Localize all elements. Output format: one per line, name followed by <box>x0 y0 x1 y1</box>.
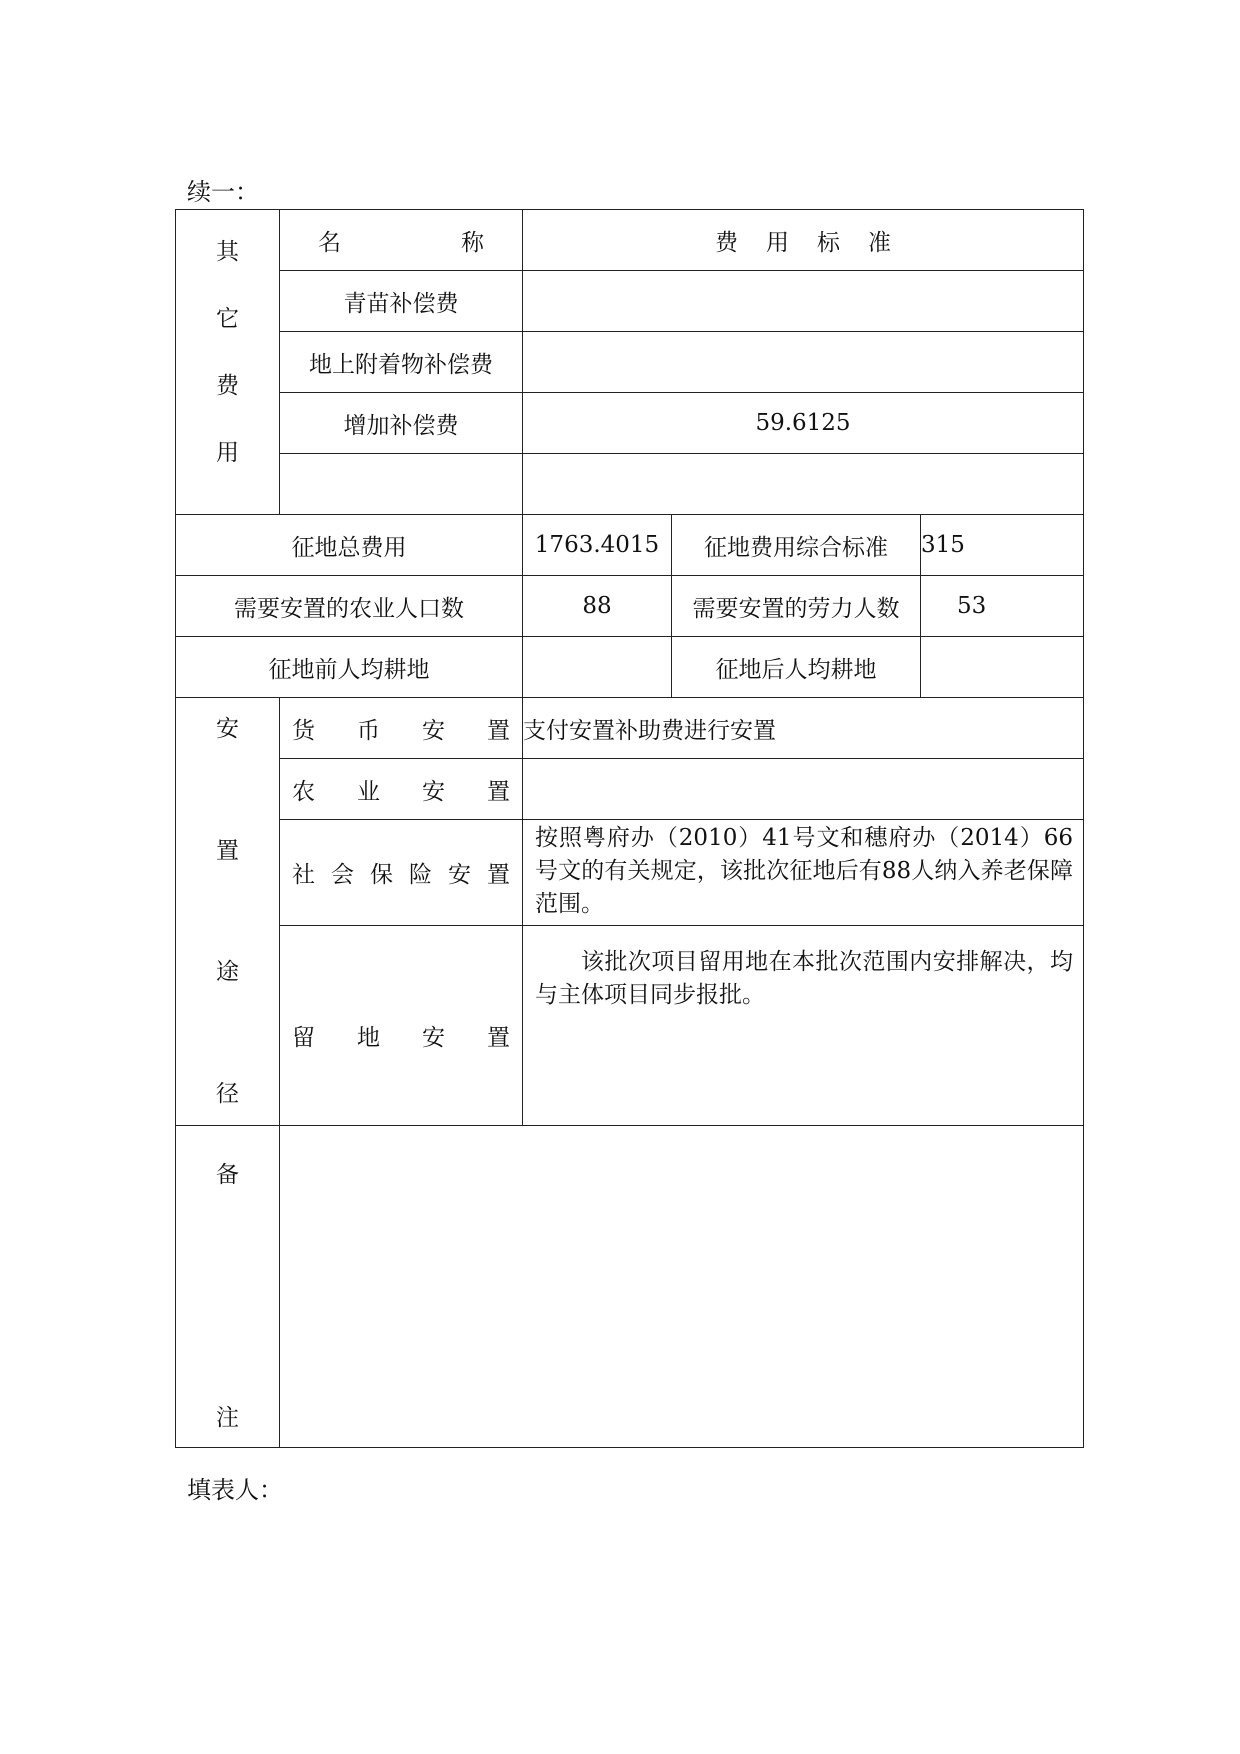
label-char: 置 <box>487 778 510 805</box>
label-char: 币 <box>357 717 380 744</box>
before-label: 征地前人均耕地 <box>176 637 523 698</box>
remarks-value[interactable] <box>280 1126 1084 1448</box>
after-label: 征地后人均耕地 <box>672 637 921 698</box>
header-char: 标 <box>817 229 840 256</box>
label-char: 安 <box>422 778 445 805</box>
continuation-heading: 续一： <box>187 178 259 206</box>
label-char: 货 <box>292 717 315 744</box>
label-char: 社 <box>292 862 315 888</box>
fee-value-cell[interactable]: 59.6125 <box>523 393 1084 454</box>
fee-value-cell[interactable] <box>523 332 1084 393</box>
land-acquisition-form-table <box>175 209 1084 1448</box>
reserved-land-text: 该批次项目留用地在本批次范围内安排解决，均与主体项目同步报批。 <box>535 949 1073 1008</box>
standard-column-header <box>523 210 1084 271</box>
section-label-char: 用 <box>216 440 239 466</box>
filled-by-label: 填表人： <box>187 1476 283 1504</box>
label-char: 安 <box>448 862 471 888</box>
header-char: 准 <box>868 229 891 256</box>
agri-resettlement-label <box>280 759 523 820</box>
section-label-char: 途 <box>216 959 239 986</box>
agri-pop-value[interactable]: 88 <box>523 576 672 637</box>
header-char: 名 <box>318 229 341 256</box>
label-char: 地 <box>357 1025 380 1051</box>
monetary-label <box>280 698 523 759</box>
agri-pop-label: 需要安置的农业人口数 <box>176 576 523 637</box>
section-label-char: 其 <box>216 239 239 265</box>
standard-label: 征地费用综合标准 <box>672 515 921 576</box>
resettlement-section-label <box>176 698 280 1126</box>
label-char: 置 <box>487 717 510 744</box>
other-fees-section-label <box>176 210 280 515</box>
agri-resettlement-value[interactable] <box>523 759 1084 820</box>
labor-value[interactable]: 53 <box>921 576 1084 637</box>
label-char: 留 <box>292 1025 315 1051</box>
header-char: 用 <box>766 229 789 256</box>
before-value[interactable] <box>523 637 672 698</box>
label-char: 安 <box>422 717 445 744</box>
fee-name-cell <box>280 454 523 515</box>
name-column-header <box>280 210 523 271</box>
label-char: 险 <box>409 862 432 888</box>
section-label-char: 安 <box>216 716 239 742</box>
section-label-char: 注 <box>216 1405 239 1431</box>
fee-name-cell: 地上附着物补偿费 <box>280 332 523 393</box>
section-label-char: 备 <box>216 1162 239 1188</box>
total-fee-value[interactable]: 1763.4015 <box>523 515 672 576</box>
reserved-land-value[interactable] <box>523 926 1084 1126</box>
header-char: 费 <box>715 229 738 256</box>
remarks-section-label <box>176 1126 280 1448</box>
label-char: 农 <box>292 778 315 805</box>
section-label-char: 置 <box>216 837 239 864</box>
total-fee-label: 征地总费用 <box>176 515 523 576</box>
fee-value-cell[interactable] <box>523 454 1084 515</box>
header-char: 称 <box>461 229 484 256</box>
label-char: 保 <box>370 862 393 888</box>
after-value[interactable] <box>921 637 1084 698</box>
fee-name-cell: 青苗补偿费 <box>280 271 523 332</box>
fee-value-cell[interactable] <box>523 271 1084 332</box>
social-insurance-text: 按照粤府办（2010）41号文和穗府办（2014）66号文的有关规定，该批次征地后有88人纳入养老保障范围。 <box>535 825 1073 917</box>
section-label-char: 径 <box>216 1080 239 1107</box>
labor-label: 需要安置的劳力人数 <box>672 576 921 637</box>
label-char: 会 <box>331 862 354 888</box>
section-label-char: 它 <box>216 306 239 332</box>
label-char: 置 <box>487 862 510 888</box>
reserved-land-label <box>280 926 523 1126</box>
social-insurance-value[interactable] <box>523 820 1084 926</box>
fee-name-cell: 增加补偿费 <box>280 393 523 454</box>
label-char: 业 <box>357 778 380 805</box>
label-char: 置 <box>487 1025 510 1051</box>
section-label-char: 费 <box>216 373 239 399</box>
monetary-value[interactable]: 支付安置补助费进行安置 <box>523 698 1084 759</box>
social-insurance-label <box>280 820 523 926</box>
standard-value[interactable]: 315 <box>921 515 1084 576</box>
label-char: 安 <box>422 1025 445 1051</box>
